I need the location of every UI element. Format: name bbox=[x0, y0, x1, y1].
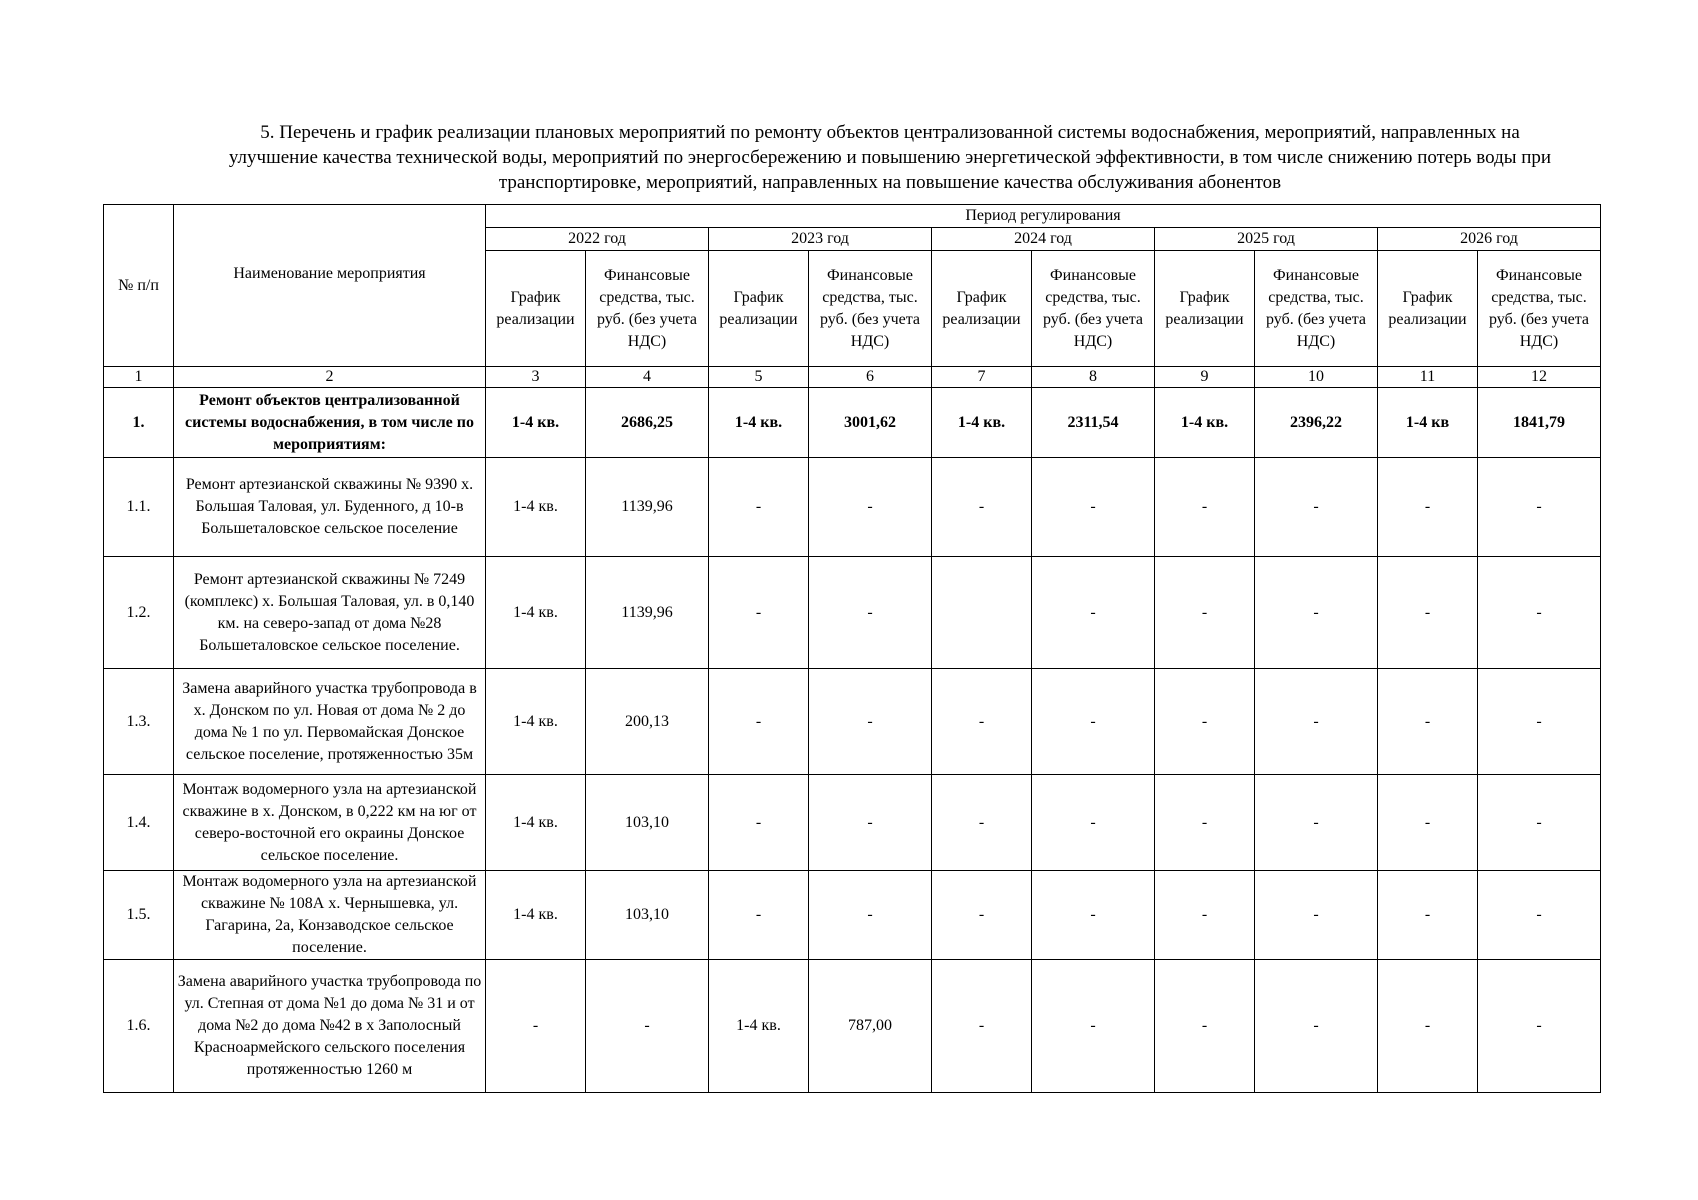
schedule-cell: - bbox=[709, 557, 809, 669]
column-number: 5 bbox=[709, 367, 809, 388]
finance-cell: - bbox=[1478, 458, 1601, 557]
finance-cell: - bbox=[1032, 557, 1155, 669]
finance-header: Финансовые средства, тыс. руб. (без учета НДС) bbox=[1255, 251, 1378, 367]
row-number: 1.5. bbox=[104, 871, 174, 960]
schedule-header: График реализации bbox=[486, 251, 586, 367]
finance-cell: - bbox=[1478, 871, 1601, 960]
row-number: 1.1. bbox=[104, 458, 174, 557]
column-number: 7 bbox=[932, 367, 1032, 388]
finance-cell: 1841,79 bbox=[1478, 388, 1601, 458]
measure-name: Ремонт артезианской скважины № 7249 (комплекс) х. Большая Таловая, ул. в 0,140 км. на северо-запад от дома №28 Большеталовское сельское поселение. bbox=[174, 557, 486, 669]
schedule-cell: - bbox=[709, 669, 809, 775]
schedule-cell: - bbox=[709, 458, 809, 557]
schedule-cell: - bbox=[709, 775, 809, 871]
finance-cell: 787,00 bbox=[809, 960, 932, 1093]
header-period: Период регулирования bbox=[486, 205, 1601, 228]
table-row bbox=[104, 458, 1601, 557]
schedule-cell: - bbox=[486, 960, 586, 1093]
finance-cell: - bbox=[1478, 557, 1601, 669]
finance-cell: - bbox=[1032, 669, 1155, 775]
measure-name: Замена аварийного участка трубопровода по ул. Степная от дома №1 до дома № 31 и от дома №2 до дома №42 в х Заполосный Красноармейского сельского поселения протяженностью 1260 м bbox=[174, 960, 486, 1093]
finance-cell: - bbox=[1032, 458, 1155, 557]
schedule-cell: - bbox=[1155, 960, 1255, 1093]
column-number: 3 bbox=[486, 367, 586, 388]
schedule-cell: - bbox=[1378, 669, 1478, 775]
schedule-cell: - bbox=[1155, 871, 1255, 960]
finance-cell: - bbox=[1255, 775, 1378, 871]
title-line-3: транспортировке, мероприятий, направленных на повышение качества обслуживания абонентов bbox=[498, 172, 1282, 193]
measure-name: Ремонт артезианской скважины № 9390 х. Большая Таловая, ул. Буденного, д 10-в Большеталовское сельское поселение bbox=[174, 458, 486, 557]
schedule-cell: 1-4 кв. bbox=[486, 388, 586, 458]
header-num: № п/п bbox=[104, 205, 174, 367]
finance-header: Финансовые средства, тыс. руб. (без учета НДС) bbox=[586, 251, 709, 367]
finance-cell: 2396,22 bbox=[1255, 388, 1378, 458]
schedule-cell: - bbox=[1378, 871, 1478, 960]
table-row bbox=[104, 388, 1601, 458]
title-line-1: 5. Перечень и график реализации плановых мероприятий по ремонту объектов централизованной системы водоснабжения, мероприятий, направленных на bbox=[260, 122, 1520, 143]
finance-header: Финансовые средства, тыс. руб. (без учета НДС) bbox=[1032, 251, 1155, 367]
column-number: 1 bbox=[104, 367, 174, 388]
schedule-cell: - bbox=[1378, 960, 1478, 1093]
schedule-cell: - bbox=[932, 458, 1032, 557]
finance-cell: 2311,54 bbox=[1032, 388, 1155, 458]
finance-cell: 2686,25 bbox=[586, 388, 709, 458]
column-number: 8 bbox=[1032, 367, 1155, 388]
schedule-cell: 1-4 кв. bbox=[1155, 388, 1255, 458]
schedule-cell: - bbox=[1155, 669, 1255, 775]
schedule-cell: 1-4 кв. bbox=[486, 871, 586, 960]
finance-cell: - bbox=[809, 775, 932, 871]
table-row bbox=[104, 960, 1601, 1093]
finance-cell: - bbox=[1255, 960, 1378, 1093]
schedule-cell: - bbox=[1155, 557, 1255, 669]
measure-name: Монтаж водомерного узла на артезианской скважине в х. Донском, в 0,222 км на юг от северо-восточной его окраины Донское сельское поселение. bbox=[174, 775, 486, 871]
finance-cell: - bbox=[1255, 557, 1378, 669]
document-title bbox=[150, 120, 1630, 195]
column-number: 12 bbox=[1478, 367, 1601, 388]
finance-cell: 3001,62 bbox=[809, 388, 932, 458]
schedule-cell: - bbox=[1155, 458, 1255, 557]
schedule-cell: 1-4 кв. bbox=[486, 557, 586, 669]
row-number: 1.6. bbox=[104, 960, 174, 1093]
schedule-cell: - bbox=[932, 669, 1032, 775]
finance-cell: - bbox=[1478, 775, 1601, 871]
schedule-cell: - bbox=[1378, 458, 1478, 557]
column-number: 10 bbox=[1255, 367, 1378, 388]
schedule-cell: 1-4 кв. bbox=[486, 458, 586, 557]
measure-name: Монтаж водомерного узла на артезианской скважине № 108А х. Чернышевка, ул. Гагарина, 2а, Конзаводское сельское поселение. bbox=[174, 871, 486, 960]
schedule-cell: - bbox=[709, 871, 809, 960]
finance-cell: 1139,96 bbox=[586, 458, 709, 557]
row-number: 1. bbox=[104, 388, 174, 458]
year-header: 2023 год bbox=[709, 228, 932, 251]
finance-cell: 200,13 bbox=[586, 669, 709, 775]
schedule-header: График реализации bbox=[1378, 251, 1478, 367]
finance-cell: - bbox=[1478, 960, 1601, 1093]
schedule-cell: - bbox=[932, 871, 1032, 960]
schedule-cell: - bbox=[932, 775, 1032, 871]
schedule-header: График реализации bbox=[709, 251, 809, 367]
schedule-cell: - bbox=[1378, 557, 1478, 669]
column-number: 2 bbox=[174, 367, 486, 388]
schedule-cell: 1-4 кв. bbox=[486, 775, 586, 871]
finance-cell: - bbox=[1032, 960, 1155, 1093]
row-number: 1.3. bbox=[104, 669, 174, 775]
finance-cell: 103,10 bbox=[586, 871, 709, 960]
schedule-header: График реализации bbox=[1155, 251, 1255, 367]
finance-header: Финансовые средства, тыс. руб. (без учета НДС) bbox=[1478, 251, 1601, 367]
finance-cell: - bbox=[809, 871, 932, 960]
column-number: 4 bbox=[586, 367, 709, 388]
header-name: Наименование мероприятия bbox=[174, 205, 486, 367]
finance-cell: 1139,96 bbox=[586, 557, 709, 669]
schedule-cell: - bbox=[932, 960, 1032, 1093]
column-number: 9 bbox=[1155, 367, 1255, 388]
schedule-cell: 1-4 кв bbox=[1378, 388, 1478, 458]
table-row bbox=[104, 775, 1601, 871]
measure-name: Ремонт объектов централизованной системы водоснабжения, в том числе по мероприятиям: bbox=[174, 388, 486, 458]
finance-header: Финансовые средства, тыс. руб. (без учета НДС) bbox=[809, 251, 932, 367]
table-row bbox=[104, 557, 1601, 669]
schedule-cell: - bbox=[1155, 775, 1255, 871]
column-number: 11 bbox=[1378, 367, 1478, 388]
schedule-cell: - bbox=[1378, 775, 1478, 871]
finance-cell: - bbox=[809, 557, 932, 669]
finance-cell: - bbox=[809, 669, 932, 775]
schedule-cell: 1-4 кв. bbox=[486, 669, 586, 775]
title-line-2: улучшение качества технической воды, мероприятий по энергосбережению и повышению энергетической эффективности, в том числе снижению потерь воды при bbox=[228, 147, 1552, 168]
table-row bbox=[104, 871, 1601, 960]
finance-cell: - bbox=[1255, 669, 1378, 775]
year-header: 2022 год bbox=[486, 228, 709, 251]
measures-table bbox=[103, 204, 1601, 1093]
column-number: 6 bbox=[809, 367, 932, 388]
finance-cell: - bbox=[809, 458, 932, 557]
schedule-cell: 1-4 кв. bbox=[709, 960, 809, 1093]
finance-cell: 103,10 bbox=[586, 775, 709, 871]
schedule-cell: 1-4 кв. bbox=[709, 388, 809, 458]
year-header: 2024 год bbox=[932, 228, 1155, 251]
schedule-header: График реализации bbox=[932, 251, 1032, 367]
finance-cell: - bbox=[1032, 775, 1155, 871]
schedule-cell: 1-4 кв. bbox=[932, 388, 1032, 458]
year-header: 2026 год bbox=[1378, 228, 1601, 251]
finance-cell: - bbox=[1255, 871, 1378, 960]
year-header: 2025 год bbox=[1155, 228, 1378, 251]
measure-name: Замена аварийного участка трубопровода в х. Донском по ул. Новая от дома № 2 до дома № 1 по ул. Первомайская Донское сельское поселение, протяженностью 35м bbox=[174, 669, 486, 775]
row-number: 1.2. bbox=[104, 557, 174, 669]
schedule-cell bbox=[932, 557, 1032, 669]
table-row bbox=[104, 669, 1601, 775]
finance-cell: - bbox=[586, 960, 709, 1093]
finance-cell: - bbox=[1032, 871, 1155, 960]
finance-cell: - bbox=[1478, 669, 1601, 775]
finance-cell: - bbox=[1255, 458, 1378, 557]
row-number: 1.4. bbox=[104, 775, 174, 871]
